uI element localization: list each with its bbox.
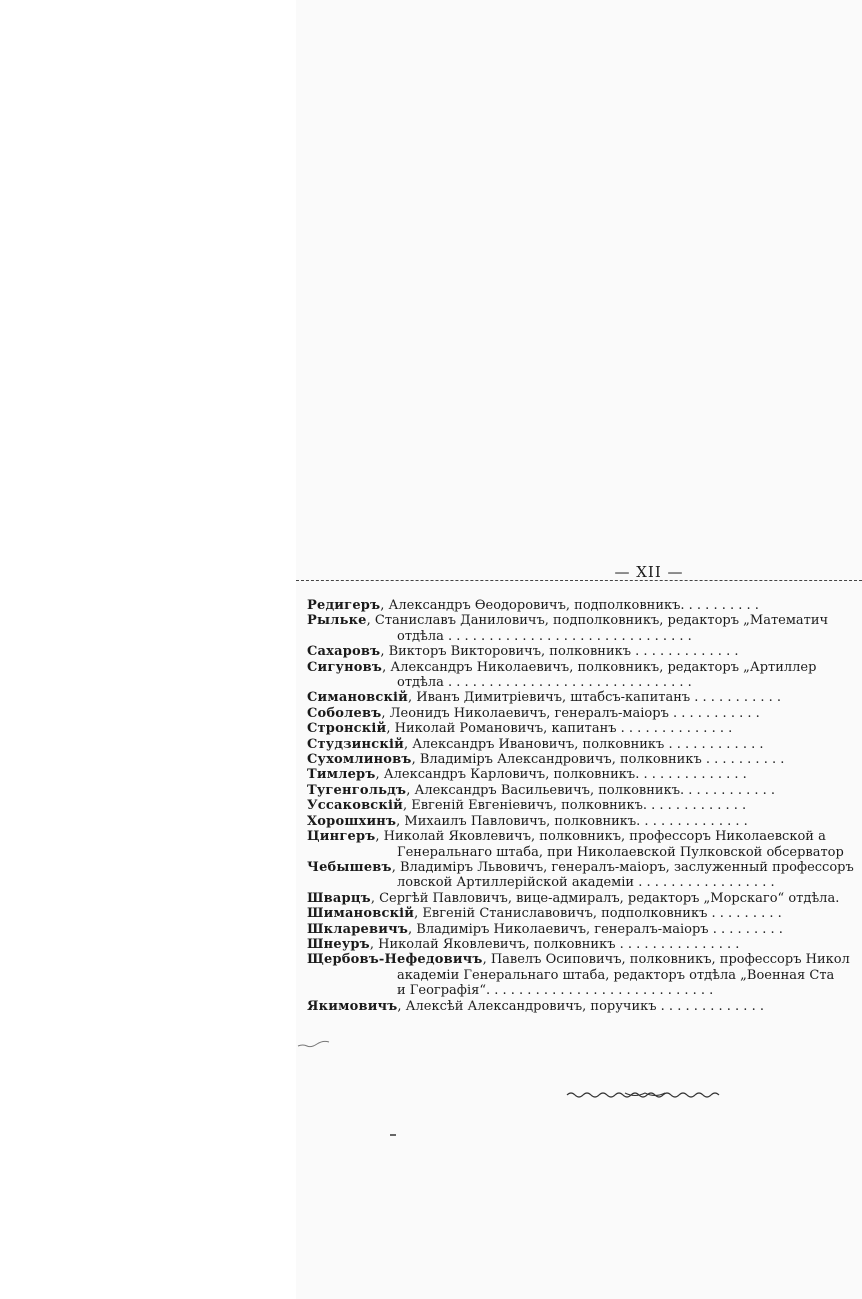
person-surname: Соболевъ — [307, 705, 382, 721]
person-surname: Рыльке — [307, 613, 367, 629]
list-item — [307, 660, 862, 675]
person-details: , Павелъ Осиповичъ, полковникъ, профессоръ Никол — [482, 952, 850, 968]
person-surname: Шнеуръ — [307, 936, 370, 952]
list-item — [307, 767, 862, 782]
person-details: , Александръ Васильевичъ, полковникъ. . . . . . . . . . . . — [406, 782, 776, 798]
list-item — [307, 798, 862, 813]
list-item — [307, 783, 862, 798]
person-surname: Стронскій — [307, 721, 387, 737]
list-item — [307, 922, 862, 937]
person-surname: Уссаковскій — [307, 798, 403, 814]
person-details: , Владиміръ Александровичъ, полковникъ . . . . . . . . . . — [411, 752, 785, 768]
list-item — [307, 752, 862, 767]
person-surname: Студзинскій — [307, 736, 404, 752]
list-item — [307, 999, 862, 1014]
list-item — [307, 706, 862, 721]
person-details: , Николай Романовичъ, капитанъ . . . . . . . . . . . . . . — [386, 721, 733, 737]
list-item — [307, 737, 862, 752]
person-surname: Хорошхинъ — [307, 813, 397, 829]
person-surname: Чебышевъ — [307, 859, 392, 875]
person-details: , Александръ Николаевичъ, полковникъ, редакторъ „Артиллер — [382, 659, 817, 675]
person-details: , Евгеній Станиславовичъ, подполковникъ . . . . . . . . . — [414, 906, 782, 922]
person-surname: Щербовъ-Нефедовичъ — [307, 952, 483, 968]
list-item-continuation — [307, 983, 862, 998]
person-details: , Александръ Карловичъ, полковникъ. . . . . . . . . . . . . . — [375, 767, 747, 783]
person-surname: Якимовичъ — [307, 998, 398, 1014]
person-surname: Тимлеръ — [307, 767, 376, 783]
person-surname: Тугенгольдъ — [307, 782, 407, 798]
list-item-continuation — [307, 875, 862, 890]
list-item-continuation — [307, 675, 862, 690]
list-item — [307, 829, 862, 844]
list-item — [307, 814, 862, 829]
person-surname: Сухомлиновъ — [307, 752, 412, 768]
ink-mark — [390, 1134, 396, 1136]
person-details: , Николай Яковлевичъ, полковникъ . . . . . . . . . . . . . . . — [369, 936, 740, 952]
person-details: , Леонидъ Николаевичъ, генералъ-маіоръ . . . . . . . . . . . — [381, 705, 760, 721]
person-details: , Викторъ Викторовичъ, полковникъ . . . . . . . . . . . . . — [380, 644, 739, 660]
list-item — [307, 906, 862, 921]
page-number: — XII — — [614, 563, 684, 581]
person-details: , Александръ Ѳеодоровичъ, подполковникъ. . . . . . . . . . — [380, 598, 759, 613]
list-item-continuation — [307, 845, 862, 860]
person-surname: Шимановскій — [307, 906, 415, 922]
person-details: ловской Артиллерійской академіи . . . . . . . . . . . . . . . . . — [397, 875, 775, 891]
list-item — [307, 952, 862, 967]
person-details: , Алексѣй Александровичъ, поручикъ . . . . . . . . . . . . . — [397, 998, 764, 1014]
person-details: , Михаилъ Павловичъ, полковникъ. . . . . . . . . . . . . . — [396, 813, 748, 829]
person-details: , Станиславъ Даниловичъ, подполковникъ, редакторъ „Математич — [366, 613, 829, 629]
person-details: Генеральнаго штаба, при Николаевской Пулковской обсерватор — [397, 844, 844, 860]
person-details: , Сергѣй Павловичъ, вице-адмиралъ, редакторъ „Морскаго“ отдѣла. — [370, 890, 840, 906]
person-surname: Шкларевичъ — [307, 921, 408, 937]
header-rule — [296, 580, 862, 581]
person-details: , Владиміръ Львовичъ, генералъ-маіоръ, заслуженный профессоръ — [391, 859, 854, 875]
person-details: и Географія“. . . . . . . . . . . . . . . . . . . . . . . . . . . . — [397, 983, 714, 999]
person-surname: Симановскій — [307, 690, 409, 706]
list-item — [307, 598, 862, 613]
person-details: , Николай Яковлевичъ, полковникъ, профессоръ Николаевской а — [375, 829, 826, 845]
person-surname: Цингеръ — [307, 829, 376, 845]
list-item — [307, 690, 862, 705]
list-item — [307, 613, 862, 628]
person-details: , Евгеній Евгеніевичъ, полковникъ. . . . . . . . . . . . . — [402, 798, 747, 814]
person-surname: Сахаровъ — [307, 644, 381, 660]
list-item — [307, 860, 862, 875]
person-details: , Иванъ Димитріевичъ, штабсъ-капитанъ . . . . . . . . . . . — [408, 690, 782, 706]
list-item — [307, 644, 862, 659]
list-item-continuation — [307, 629, 862, 644]
list-item — [307, 721, 862, 736]
list-item-continuation — [307, 968, 862, 983]
person-details: отдѣла . . . . . . . . . . . . . . . . . . . . . . . . . . . . . . — [397, 628, 692, 644]
name-list — [307, 598, 862, 1014]
person-details: , Владиміръ Николаевичъ, генералъ-маіоръ . . . . . . . . . — [408, 921, 783, 937]
ink-smudge — [297, 1040, 331, 1048]
person-surname: Шварцъ — [307, 890, 371, 906]
person-details: , Александръ Ивановичъ, полковникъ . . . . . . . . . . . . — [403, 736, 764, 752]
person-details: отдѣла . . . . . . . . . . . . . . . . . . . . . . . . . . . . . . — [397, 675, 692, 691]
tailpiece-ornament — [565, 1090, 725, 1100]
person-surname: Редигеръ — [307, 598, 381, 613]
list-item — [307, 891, 862, 906]
list-item — [307, 937, 862, 952]
person-surname: Сигуновъ — [307, 659, 383, 675]
person-details: академіи Генеральнаго штаба, редакторъ отдѣла „Военная Ста — [397, 967, 835, 983]
